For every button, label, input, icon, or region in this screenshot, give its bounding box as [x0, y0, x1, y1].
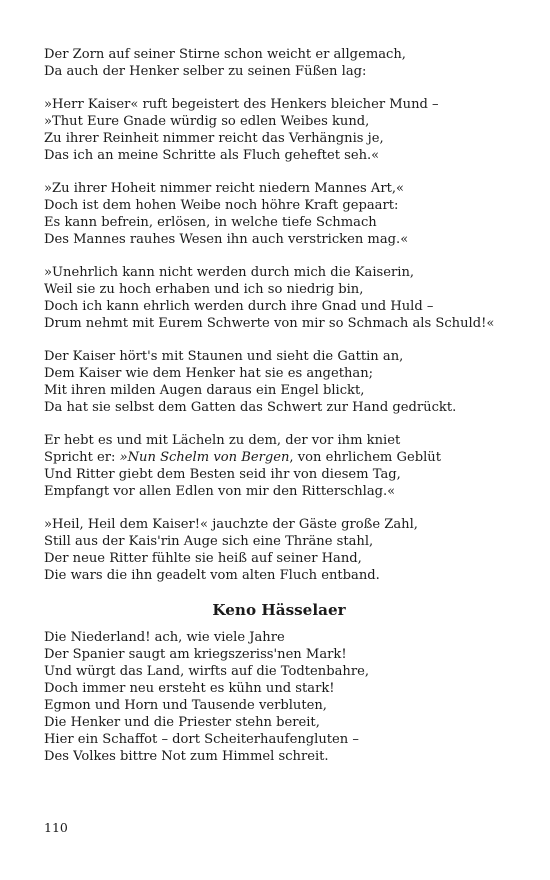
verse-text: , von ehrlichem Geblüt — [289, 450, 441, 465]
poem1-stanza-6 — [44, 432, 514, 500]
page-content — [44, 46, 514, 781]
poem2-stanza-1 — [44, 629, 514, 765]
poem1-stanza-7 — [44, 516, 514, 584]
verse-line: Dem Kaiser wie dem Henker hat sie es angethan; — [44, 366, 374, 381]
poem1-stanza-5 — [44, 348, 514, 416]
poem1-stanza-2 — [44, 96, 514, 164]
verse-line: Doch ich kann ehrlich werden durch ihre Gnad und Huld – — [44, 299, 434, 314]
verse-line: Die wars die ihn geadelt vom alten Fluch entband. — [44, 568, 380, 583]
verse-line: Des Mannes rauhes Wesen ihn auch verstricken mag.« — [44, 232, 409, 247]
verse-line: Hier ein Schaffot – dort Scheiterhaufengluten – — [44, 732, 359, 747]
verse-line: Er hebt es und mit Lächeln zu dem, der vor ihm kniet — [44, 433, 401, 448]
verse-line: Und Ritter giebt dem Besten seid ihr von diesem Tag, — [44, 467, 401, 482]
verse-line: Doch immer neu ersteht es kühn und stark! — [44, 681, 335, 696]
verse-line: Die Henker und die Priester stehn bereit, — [44, 715, 320, 730]
verse-line: Egmon und Horn und Tausende verbluten, — [44, 698, 327, 713]
verse-line: Es kann befrein, erlösen, in welche tiefe Schmach — [44, 215, 377, 230]
verse-line: Das ich an meine Schritte als Fluch geheftet seh.« — [44, 148, 380, 163]
verse-line: Der Zorn auf seiner Stirne schon weicht er allgemach, — [44, 47, 406, 62]
verse-line: Der neue Ritter fühlte sie heiß auf seiner Hand, — [44, 551, 362, 566]
poem1-stanza-3 — [44, 180, 514, 248]
verse-line: Der Spanier saugt am kriegszeriss'nen Mark! — [44, 647, 347, 662]
verse-line: Mit ihren milden Augen daraus ein Engel blickt, — [44, 383, 365, 398]
verse-line: Drum nehmt mit Eurem Schwerte von mir so Schmach als Schuld!« — [44, 316, 495, 331]
verse-line: »Zu ihrer Hoheit nimmer reicht niedern Mannes Art,« — [44, 181, 405, 196]
verse-line: Da auch der Henker selber zu seinen Füßen lag: — [44, 64, 367, 79]
verse-line: Und würgt das Land, wirfts auf die Todtenbahre, — [44, 664, 370, 679]
verse-line: Still aus der Kais'rin Auge sich eine Thräne stahl, — [44, 534, 374, 549]
verse-text: Spricht er: — [44, 450, 120, 465]
verse-line: »Unehrlich kann nicht werden durch mich die Kaiserin, — [44, 265, 415, 280]
verse-line: Zu ihrer Reinheit nimmer reicht das Verhängnis je, — [44, 131, 384, 146]
verse-line: »Thut Eure Gnade würdig so edlen Weibes kund, — [44, 114, 370, 129]
poem-title: Keno Hässelaer — [212, 601, 346, 619]
page-number: 110 — [44, 820, 68, 835]
verse-line: Die Niederland! ach, wie viele Jahre — [44, 630, 285, 645]
verse-line: Empfangt vor allen Edlen von mir den Ritterschlag.« — [44, 484, 396, 499]
verse-line-mixed — [44, 449, 514, 466]
verse-line: »Herr Kaiser« ruft begeistert des Henkers bleicher Mund – — [44, 97, 439, 112]
verse-line: Des Volkes bittre Not zum Himmel schreit. — [44, 749, 329, 764]
verse-italic-text: »Nun Schelm von Bergen — [119, 450, 290, 465]
poem1-stanza-4 — [44, 264, 514, 332]
poem1-stanza-1 — [44, 46, 514, 80]
verse-line: Da hat sie selbst dem Gatten das Schwert zur Hand gedrückt. — [44, 400, 457, 415]
verse-line: Weil sie zu hoch erhaben und ich so niedrig bin, — [44, 282, 364, 297]
verse-line: Der Kaiser hört's mit Staunen und sieht die Gattin an, — [44, 349, 404, 364]
verse-line: »Heil, Heil dem Kaiser!« jauchzte der Gäste große Zahl, — [44, 517, 418, 532]
verse-line: Doch ist dem hohen Weibe noch höhre Kraft gepaart: — [44, 198, 399, 213]
